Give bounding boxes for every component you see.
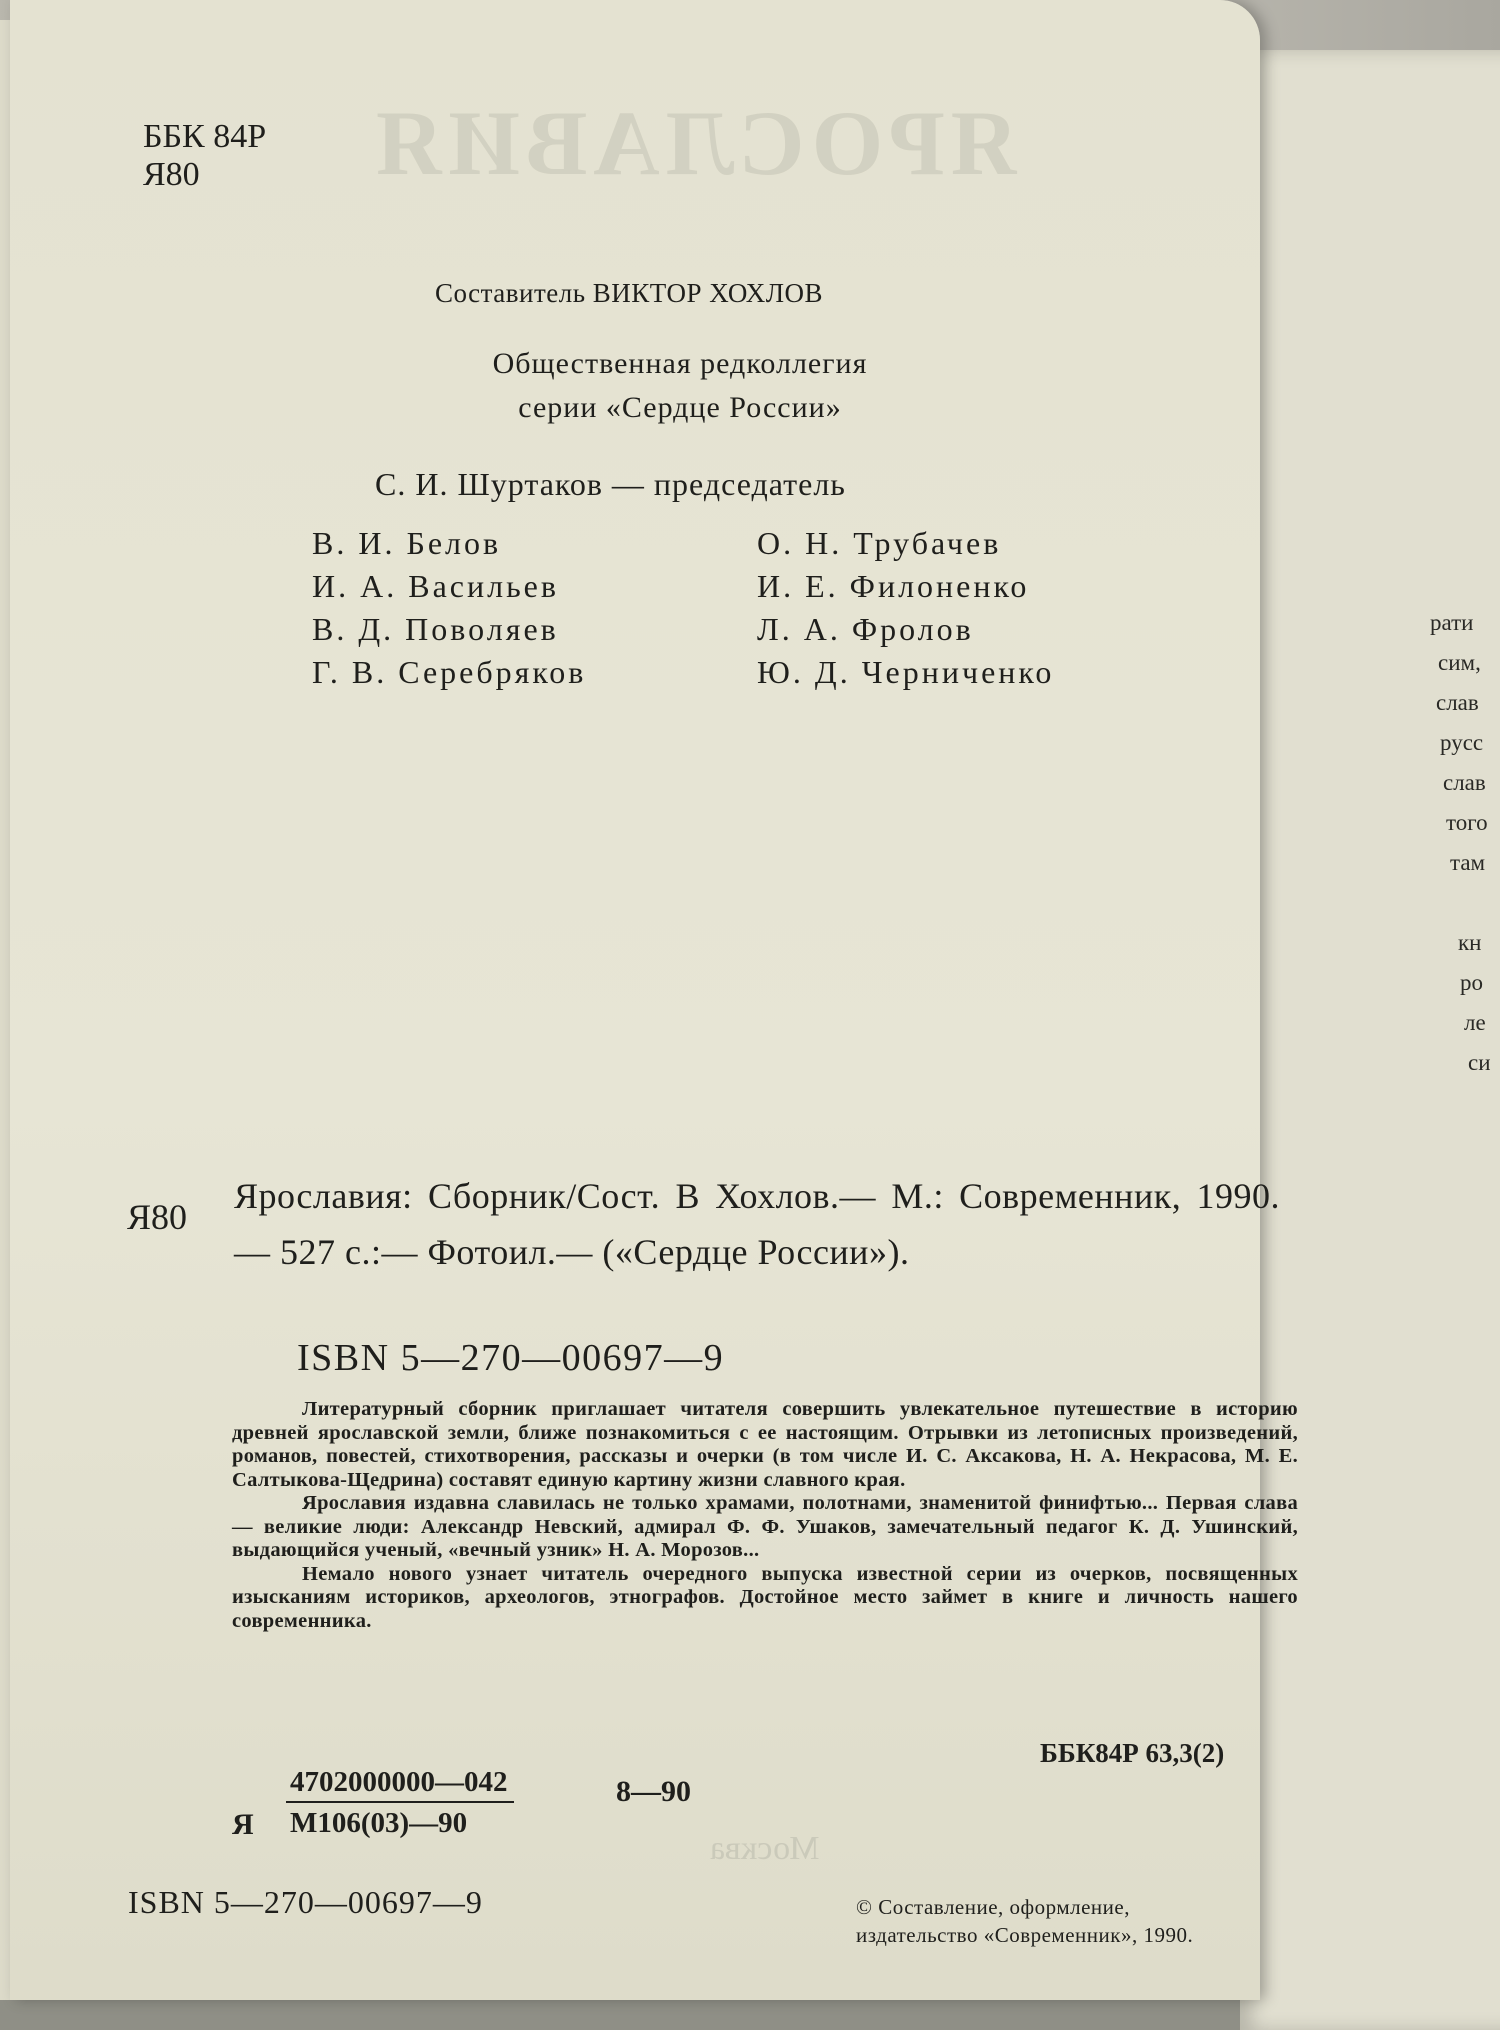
bbk-classification-top xyxy=(143,118,266,194)
board-title-line: серии «Сердце России» xyxy=(518,391,842,424)
bibliographic-entry: Ярославия: Сборник/Сост. В Хохлов.— М.: Современник, 1990.— 527 с.:— Фотоил.— («Сердце России»). xyxy=(234,1176,1280,1272)
right-page-fragment: ро xyxy=(1460,970,1483,995)
right-page-fragment: сим, xyxy=(1438,650,1481,675)
bleed-through-title: ЯРОСЛАВИЯ xyxy=(370,92,1018,194)
right-page-fragment: слав xyxy=(1436,690,1479,715)
board-member: Л. А. Фролов xyxy=(757,611,974,647)
right-page-fragment: кн xyxy=(1458,930,1482,955)
catalog-index-number: 8—90 xyxy=(616,1775,691,1808)
book-page xyxy=(10,0,1298,2000)
right-page-fragment: русс xyxy=(1440,730,1484,755)
board-title-line: Общественная редколлегия xyxy=(492,347,868,380)
catalog-index-denominator: М106(03)—90 xyxy=(290,1807,468,1839)
catalog-index-numerator: 4702000000—042 xyxy=(286,1766,514,1803)
author-mark: Я80 xyxy=(143,156,200,193)
isbn-bottom: ISBN 5—270—00697—9 xyxy=(128,1884,483,1920)
copyright-line: издательство «Современник», 1990. xyxy=(856,1923,1194,1947)
copyright-line: © Составление, оформление, xyxy=(856,1895,1130,1919)
members-left-column xyxy=(312,522,586,694)
board-member: И. Е. Филоненко xyxy=(757,568,1030,604)
annotation-paragraph: Ярославия издавна славилась не только храмами, полотнами, знаменитой финифтью... Первая слава — великие люди: Александр Невский, адмирал Ф. Ф. Ушаков, замечательный педагог К. Д. Ушинский, выдающийся ученый, «вечный узник» Н. А. Морозов... xyxy=(232,1492,1298,1561)
board-member: Ю. Д. Черниченко xyxy=(757,654,1055,690)
bleed-through-bottom-text: Москва xyxy=(710,1830,820,1867)
members-right-column xyxy=(757,522,1054,694)
annotation xyxy=(232,1398,1298,1633)
right-page-fragment: ле xyxy=(1464,1010,1486,1035)
bbk-classification-bottom: ББК84Р 63,3(2) xyxy=(1040,1738,1225,1768)
board-member: Г. В. Серебряков xyxy=(312,654,587,690)
right-page-fragment: того xyxy=(1446,810,1488,835)
right-page-fragment: там xyxy=(1450,850,1486,875)
copyright-notice xyxy=(856,1893,1193,1949)
bbk-code: ББК 84Р xyxy=(143,118,267,155)
annotation-paragraph: Немало нового узнает читатель очередного выпуска известной серии из очерков, посвященных изысканиям историков, археологов, этнографов. Достойное место займет в книге и личность нашего современника. xyxy=(232,1562,1298,1632)
annotation-paragraph: Литературный сборник приглашает читателя совершить увлекательное путешествие в историю древней ярославской земли, ближе познакомиться с ее настоящим. Отрывки из летописных произведений, романов, повестей, стихотворения, рассказы и очерки (в том числе И. С. Аксакова, Н. А. Некрасова, М. Е. Салтыкова-Щедрина) составят единую картину жизни славного края. xyxy=(232,1398,1298,1491)
board-member: В. И. Белов xyxy=(312,525,502,561)
right-page-fragment: си xyxy=(1468,1050,1491,1075)
right-facing-page xyxy=(1240,50,1500,2030)
catalog-code: Я80 xyxy=(127,1197,188,1237)
catalog-index-fraction xyxy=(286,1766,514,1840)
isbn-main: ISBN 5—270—00697—9 xyxy=(297,1337,725,1379)
board-member: В. Д. Поволяев xyxy=(312,611,559,647)
compiler-line: Составитель ВИКТОР ХОХЛОВ xyxy=(435,278,824,308)
catalog-index-letter: Я xyxy=(232,1808,254,1841)
editorial-board-title xyxy=(310,342,1050,430)
right-page-fragment: слав xyxy=(1443,770,1486,795)
right-page-fragment: рати xyxy=(1430,610,1474,635)
board-member: И. А. Васильев xyxy=(312,568,559,604)
board-chairman: С. И. Шуртаков — председатель xyxy=(375,466,846,502)
board-member: О. Н. Трубачев xyxy=(757,525,1002,561)
